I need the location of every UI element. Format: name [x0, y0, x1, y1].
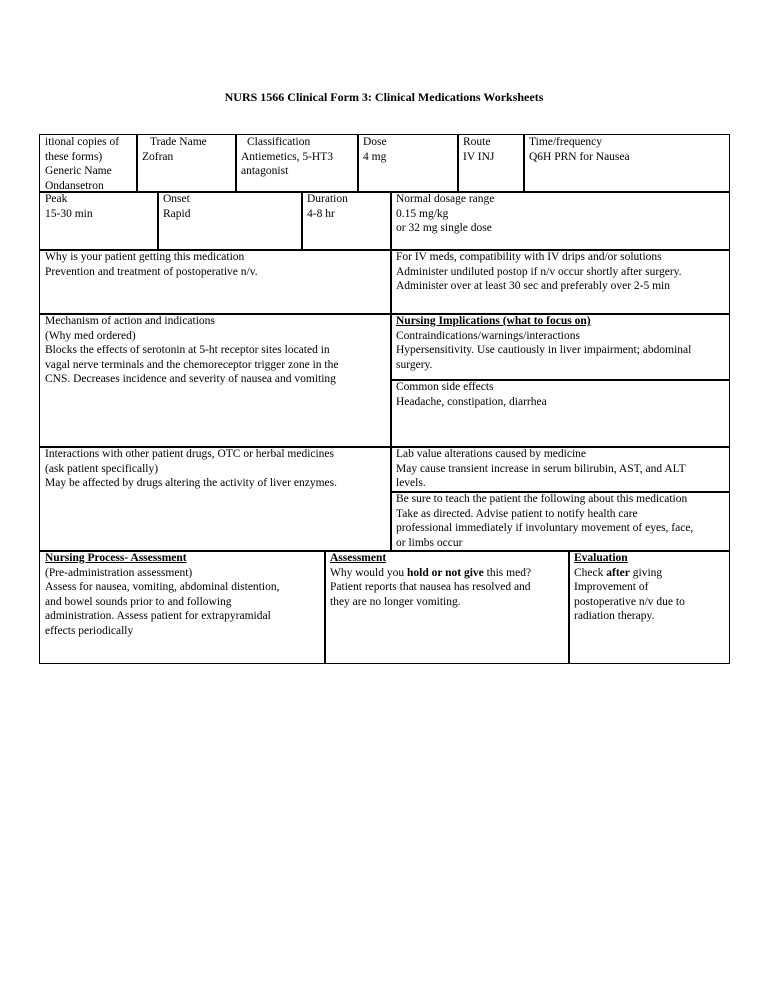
lab-label: Lab value alterations caused by medicine [396, 448, 586, 460]
iv-value: Administer undiluted postop if n/v occur shortly after surgery. [396, 265, 682, 278]
teach-patient-cell [390, 491, 730, 552]
time-value: Q6H PRN for Nausea [529, 150, 630, 163]
teach-label: Be sure to teach the patient the following about this medication [396, 493, 688, 505]
side-effects-cell [390, 379, 730, 448]
time-label: Time/frequency [529, 136, 603, 148]
assessment-question-pre: Why would you [330, 566, 407, 579]
nursing-process-sublabel: (Pre-administration assessment) [45, 566, 193, 579]
normal-dosage-cell [390, 191, 730, 251]
evaluation-text: Improvement of [574, 581, 649, 594]
nursing-process-text: and bowel sounds prior to and following [45, 595, 232, 608]
lab-alterations-cell [390, 446, 730, 493]
nursing-implications-text: Contraindications/warnings/interactions [396, 329, 580, 342]
nursing-process-cell [39, 550, 326, 664]
assessment-question [330, 566, 564, 581]
nursing-process-text: Assess for nausea, vomiting, abdominal distention, [45, 581, 280, 594]
classification-cell [235, 134, 359, 193]
assessment-text: Patient reports that nausea has resolved and [330, 581, 531, 594]
generic-label: Generic Name [45, 165, 112, 178]
lab-value: levels. [396, 477, 426, 490]
normal-dosage-value: 0.15 mg/kg [396, 207, 449, 220]
trade-label: Trade Name [150, 136, 207, 148]
evaluation-check [574, 566, 724, 581]
nursing-process-text: effects periodically [45, 624, 134, 637]
mechanism-cell [39, 313, 392, 448]
interactions-value: May be affected by drugs altering the activity of liver enzymes. [45, 477, 337, 490]
mechanism-label: Mechanism of action and indications [45, 315, 215, 327]
onset-label: Onset [163, 193, 190, 205]
interactions-sublabel: (ask patient specifically) [45, 462, 159, 475]
evaluation-check-pre: Check [574, 566, 607, 579]
dose-label: Dose [363, 136, 387, 148]
interactions-label: Interactions with other patient drugs, OTC or herbal medicines [45, 448, 335, 460]
evaluation-cell [568, 550, 730, 664]
why-label: Why is your patient getting this medication [45, 251, 245, 263]
assessment-text: they are no longer vomiting. [330, 595, 461, 608]
nursing-process-text: administration. Assess patient for extrapyramidal [45, 610, 271, 623]
assessment-question-post: this med? [483, 566, 532, 579]
generic-name-cell [39, 134, 138, 193]
nursing-process-heading: Nursing Process- Assessment [45, 552, 187, 564]
route-value: IV INJ [463, 150, 495, 163]
iv-compatibility-cell [390, 249, 730, 315]
peak-cell [39, 191, 159, 251]
classification-label: Classification [247, 136, 311, 148]
generic-line: itional copies of [45, 136, 120, 148]
evaluation-check-bold: after [606, 566, 630, 579]
normal-dosage-label: Normal dosage range [396, 193, 495, 205]
peak-value: 15-30 min [45, 207, 93, 220]
onset-cell [157, 191, 303, 251]
duration-label: Duration [307, 193, 348, 205]
classification-value: antagonist [241, 165, 289, 178]
side-effects-value: Headache, constipation, diarrhea [396, 395, 547, 408]
trade-name-cell [136, 134, 237, 193]
normal-dosage-value: or 32 mg single dose [396, 222, 492, 235]
duration-value: 4-8 hr [307, 207, 335, 220]
teach-text: professional immediately if involuntary movement of eyes, face, [396, 522, 694, 535]
nursing-implications-text: surgery. [396, 358, 433, 371]
evaluation-check-post: giving [629, 566, 663, 579]
time-frequency-cell [523, 134, 730, 193]
interactions-cell [39, 446, 392, 552]
generic-line: these forms) [45, 150, 103, 163]
lab-value: May cause transient increase in serum bilirubin, AST, and ALT [396, 462, 686, 475]
assessment-heading: Assessment [330, 552, 387, 564]
evaluation-heading: Evaluation [574, 552, 628, 564]
mechanism-text: CNS. Decreases incidence and severity of nausea and vomiting [45, 373, 336, 386]
evaluation-text: radiation therapy. [574, 610, 655, 623]
iv-label: For IV meds, compatibility with IV drips and/or solutions [396, 251, 662, 263]
mechanism-sublabel: (Why med ordered) [45, 329, 136, 342]
dose-value: 4 mg [363, 150, 387, 163]
mechanism-text: Blocks the effects of serotonin at 5-ht receptor sites located in [45, 344, 330, 357]
dose-cell [357, 134, 459, 193]
generic-value: Ondansetron [45, 179, 104, 192]
nursing-implications-heading: Nursing Implications (what to focus on) [396, 315, 591, 327]
onset-value: Rapid [163, 207, 191, 220]
route-label: Route [463, 136, 491, 148]
peak-label: Peak [45, 193, 68, 205]
iv-value: Administer over at least 30 sec and preferably over 2-5 min [396, 280, 670, 293]
route-cell [457, 134, 525, 193]
teach-text: Take as directed. Advise patient to notify health care [396, 507, 638, 520]
assessment-question-bold: hold or not give [406, 566, 484, 579]
nursing-implications-text: Hypersensitivity. Use cautiously in liver impairment; abdominal [396, 344, 692, 357]
page-title: NURS 1566 Clinical Form 3: Clinical Medications Worksheets [224, 90, 544, 104]
classification-value: Antiemetics, 5-HT3 [241, 150, 333, 163]
trade-value: Zofran [142, 150, 174, 163]
nursing-implications-cell [390, 313, 730, 381]
why-value: Prevention and treatment of postoperative n/v. [45, 265, 258, 278]
why-cell [39, 249, 392, 315]
duration-cell [301, 191, 392, 251]
mechanism-text: vagal nerve terminals and the chemoreceptor trigger zone in the [45, 358, 339, 371]
assessment-cell [324, 550, 570, 664]
teach-text: or limbs occur [396, 536, 463, 549]
evaluation-text: postoperative n/v due to [574, 595, 685, 608]
side-effects-label: Common side effects [396, 381, 494, 393]
